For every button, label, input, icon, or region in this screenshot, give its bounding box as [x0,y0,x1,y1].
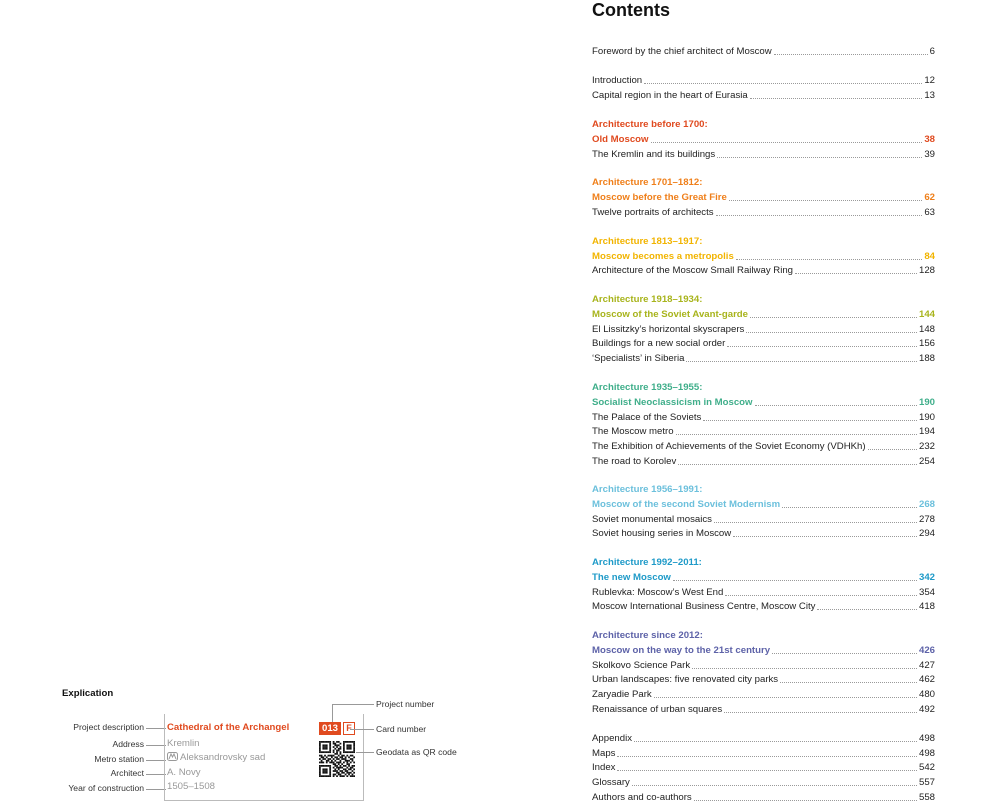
toc-entry [592,702,935,716]
toc-entry-title: El Lissitzky’s horizontal skyscrapers [592,324,745,335]
toc-leader-dots [729,200,922,201]
toc-entry-page: 194 [918,426,935,437]
label-geodata: Geodata as QR code [376,747,457,757]
toc-entry-page: 13 [924,90,935,101]
card-metro [167,752,265,763]
toc-entry [592,410,935,424]
toc-entry-page: 188 [918,353,935,364]
toc-entry-title: Architecture 1701–1812: [592,177,703,188]
toc-entry-page: 190 [918,412,935,423]
toc-leader-dots [716,215,923,216]
label-address: Address [112,739,144,749]
toc-leader-dots [817,609,917,610]
contents-heading: Contents [592,0,670,20]
toc-entry-title: Zaryadie Park [592,689,652,700]
toc-entry-title: Architecture 1813–1917: [592,236,703,247]
toc-entry-title: The Palace of the Soviets [592,412,702,423]
toc-entry-page: 342 [918,572,935,583]
toc-entry-title: Renaissance of urban squares [592,704,723,715]
card-architect: A. Novy [167,767,201,778]
toc-entry-title: Appendix [592,733,633,744]
label-project-description: Project description [73,722,144,732]
toc-entry [592,570,935,584]
toc-leader-dots [868,449,917,450]
toc-entry-title: Introduction [592,75,643,86]
toc-entry-title: ‘Specialists’ in Siberia [592,353,685,364]
toc-entry-title: Maps [592,748,616,759]
toc-entry [592,454,935,468]
toc-entry-page: 254 [918,456,935,467]
toc-leader-dots [782,507,917,508]
toc-entry-page: 62 [924,192,935,203]
toc-entry-page: 232 [918,441,935,452]
toc-entry [592,147,935,161]
toc-entry [592,322,935,336]
toc-entry [592,307,935,321]
toc-entry-page: 268 [918,499,935,510]
toc-entry-page: 6 [929,46,935,57]
toc-entry [592,175,935,189]
toc-leader-dots [644,83,922,84]
toc-entry [592,526,935,540]
toc-leader-dots [733,536,917,537]
toc-entry [592,746,935,760]
label-metro-station: Metro station [94,754,144,764]
toc-entry-title: Old Moscow [592,134,649,145]
toc-leader-dots [746,332,917,333]
toc-leader-dots [694,800,917,801]
toc-leader-dots [714,522,917,523]
toc-leader-dots [780,682,917,683]
label-year-of-construction: Year of construction [68,783,144,793]
explication-legend [60,686,480,800]
toc-leader-dots [632,785,917,786]
toc-entry-page: 148 [918,324,935,335]
toc-leader-dots [651,142,923,143]
toc-entry [592,599,935,613]
toc-entry-title: The Exhibition of Achievements of the Soviet Economy (VDHKh) [592,441,866,452]
toc-entry-page: 39 [924,149,935,160]
connector-line [146,774,166,775]
toc-entry [592,775,935,789]
toc-entry-page: 492 [918,704,935,715]
toc-entry-title: The Kremlin and its buildings [592,149,716,160]
toc-entry [592,336,935,350]
toc-entry-title: Index [592,762,616,773]
toc-entry-page: 84 [924,251,935,262]
connector-line [332,704,374,705]
toc-entry-title: Buildings for a new social order [592,338,726,349]
toc-entry [592,73,935,87]
toc-leader-dots [654,697,917,698]
toc-entry-title: Foreword by the chief architect of Moscow [592,46,772,57]
toc-entry-title: Rublevka: Moscow’s West End [592,587,724,598]
toc-entry [592,395,935,409]
toc-entry-title: Moscow on the way to the 21st century [592,645,771,656]
toc-entry-page: 128 [918,265,935,276]
card-letter: F [343,722,355,735]
toc-entry-page: 427 [918,660,935,671]
toc-entry-title: Architecture since 2012: [592,630,703,641]
label-card-number: Card number [376,724,427,734]
toc-entry [592,132,935,146]
toc-entry-title: The Moscow metro [592,426,674,437]
toc-entry-title: Architecture 1956–1991: [592,484,703,495]
toc-entry-page: 63 [924,207,935,218]
connector-line [356,752,374,753]
toc-entry [592,760,935,774]
toc-entry-title: Soviet housing series in Moscow [592,528,732,539]
toc-entry-page: 144 [918,309,935,320]
toc-leader-dots [676,434,917,435]
toc-entry [592,424,935,438]
toc-entry-page: 156 [918,338,935,349]
toc-entry-page: 294 [918,528,935,539]
explication-title: Explication [62,688,114,699]
toc-entry-title: Glossary [592,777,630,788]
card-metro-name: Aleksandrovsky sad [180,752,266,763]
toc-leader-dots [703,420,917,421]
toc-leader-dots [736,259,923,260]
toc-entry [592,88,935,102]
card-years: 1505–1508 [167,781,216,792]
toc-entry [592,249,935,263]
toc-entry-page: 354 [918,587,935,598]
toc-leader-dots [750,98,923,99]
toc-entry-page: 558 [918,792,935,803]
toc-entry [592,555,935,569]
toc-entry [592,643,935,657]
toc-entry [592,672,935,686]
card-project-name: Cathedral of the Archangel [167,722,290,733]
qr-code-icon [319,741,355,777]
toc-entry-page: 278 [918,514,935,525]
toc-leader-dots [673,580,917,581]
toc-entry-page: 38 [924,134,935,145]
toc-leader-dots [692,668,917,669]
toc-entry [592,190,935,204]
toc-leader-dots [617,756,917,757]
toc-entry-title: Urban landscapes: five renovated city parks [592,674,779,685]
toc-entry-page: 462 [918,674,935,685]
toc-entry [592,205,935,219]
toc-entry [592,234,935,248]
toc-entry [592,439,935,453]
toc-entry [592,292,935,306]
toc-entry-title: Moscow International Business Centre, Moscow City [592,601,816,612]
toc-entry-title: Authors and co-authors [592,792,692,803]
toc-entry [592,628,935,642]
toc-entry-title: The new Moscow [592,572,671,583]
toc-entry [592,380,935,394]
toc-entry-page: 498 [918,733,935,744]
toc-entry-title: Moscow before the Great Fire [592,192,727,203]
toc-entry [592,482,935,496]
toc-leader-dots [725,595,917,596]
toc-entry-page: 480 [918,689,935,700]
toc-entry-title: Socialist Neoclassicism in Moscow [592,397,753,408]
toc-entry-page: 542 [918,762,935,773]
toc-leader-dots [724,712,917,713]
toc-entry-title: Moscow becomes a metropolis [592,251,734,262]
toc-entry [592,44,935,58]
toc-entry-page: 557 [918,777,935,788]
toc-entry-page: 12 [924,75,935,86]
toc-entry [592,585,935,599]
toc-entry-title: The road to Korolev [592,456,677,467]
toc-leader-dots [717,157,922,158]
toc-entry-title: Skolkovo Science Park [592,660,691,671]
toc-entry-title: Moscow of the Soviet Avant-garde [592,309,749,320]
project-number: 013 [319,722,341,735]
connector-line [146,745,166,746]
toc-entry-title: Twelve portraits of architects [592,207,714,218]
connector-line [332,704,333,722]
toc-entry-page: 426 [918,645,935,656]
toc-leader-dots [795,273,917,274]
toc-entry-title: Moscow of the second Soviet Modernism [592,499,781,510]
toc-leader-dots [678,464,917,465]
toc-entry [592,351,935,365]
connector-line [146,728,166,729]
toc-entry-page: 190 [918,397,935,408]
toc-leader-dots [774,54,928,55]
toc-entry-title: Architecture 1918–1934: [592,294,703,305]
toc-entry-title: Architecture of the Moscow Small Railway Ring [592,265,794,276]
toc-leader-dots [617,770,917,771]
toc-entry-title: Architecture before 1700: [592,119,708,130]
toc-leader-dots [750,317,917,318]
toc-entry-title: Soviet monumental mosaics [592,514,712,525]
connector-line [146,789,166,790]
toc-entry-page: 498 [918,748,935,759]
toc-entry [592,687,935,701]
toc-leader-dots [727,346,917,347]
toc-entry [592,497,935,511]
toc-entry-title: Architecture 1935–1955: [592,382,703,393]
label-project-number: Project number [376,699,435,709]
connector-line [146,760,166,761]
label-architect: Architect [110,768,144,778]
toc-entry [592,512,935,526]
toc-entry [592,790,935,804]
toc-entry [592,731,935,745]
metro-icon [167,752,178,761]
toc-leader-dots [634,741,917,742]
card-address: Kremlin [167,738,200,749]
toc-entry [592,263,935,277]
toc-entry-title: Architecture 1992–2011: [592,557,702,568]
toc-entry-title: Capital region in the heart of Eurasia [592,90,748,101]
toc-entry [592,117,935,131]
toc-entry-page: 418 [918,601,935,612]
toc-leader-dots [772,653,917,654]
connector-line [350,729,374,730]
toc-leader-dots [755,405,917,406]
toc-entry [592,658,935,672]
toc-leader-dots [686,361,917,362]
